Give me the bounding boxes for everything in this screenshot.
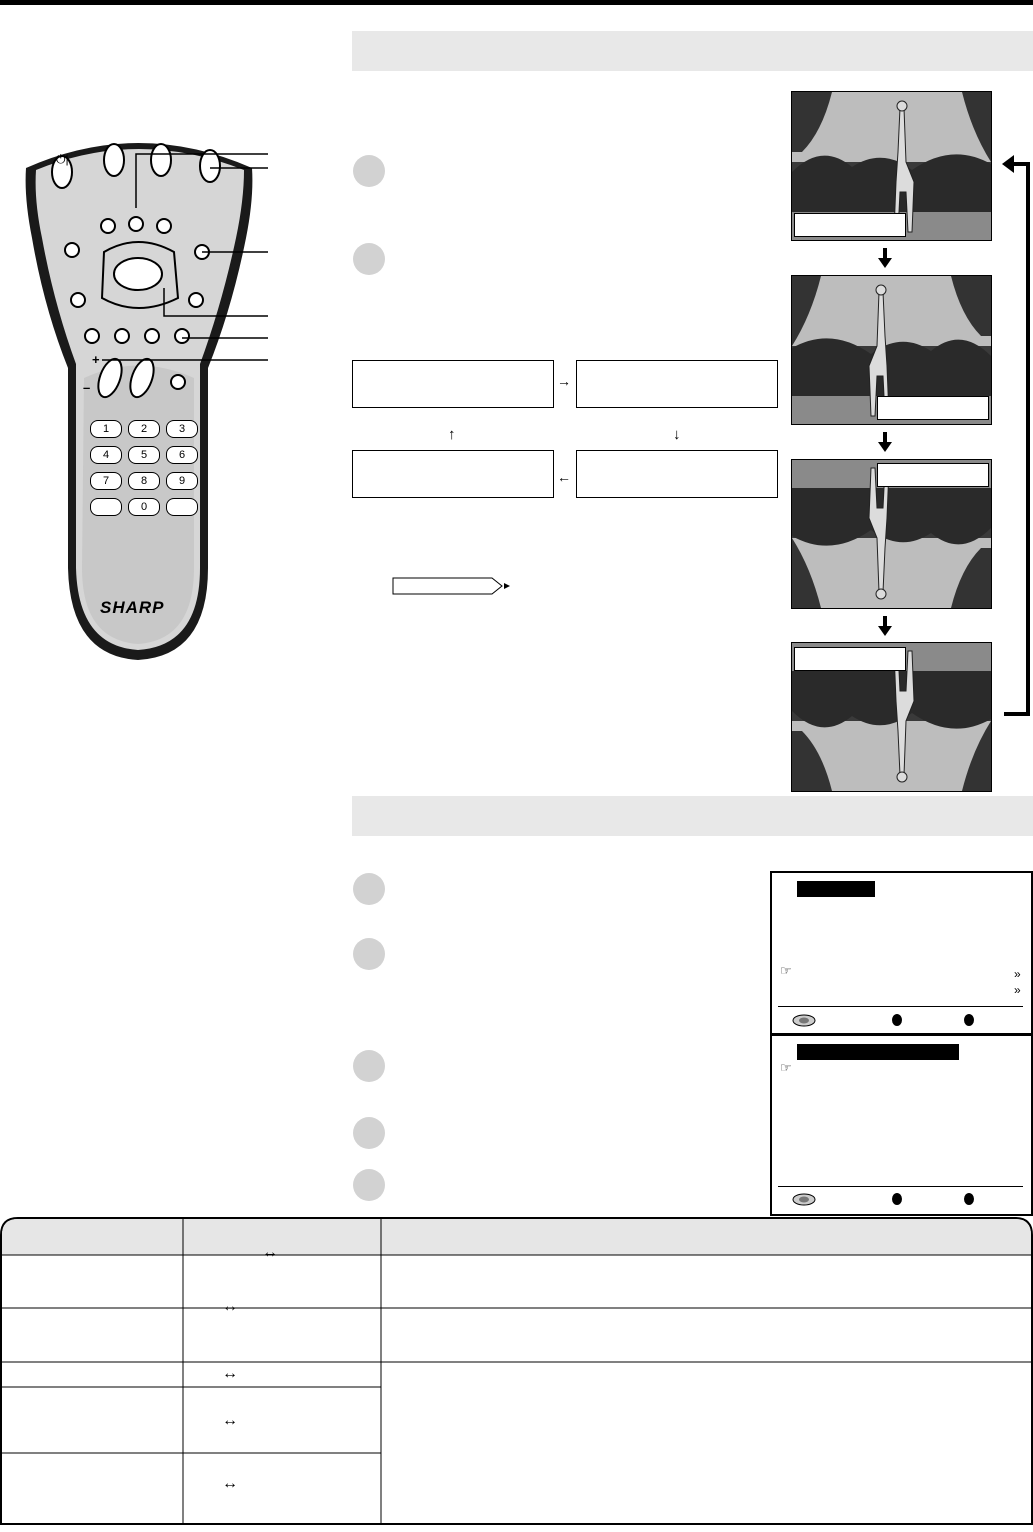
section-header-band [352,31,1033,71]
top-rule [0,0,1033,5]
power-symbol: ⏻| [56,152,69,166]
number-key-6[interactable]: 6 [166,446,198,464]
footer-button-icon [892,1193,902,1205]
number-key-1[interactable]: 1 [90,420,122,438]
footer-button-icon [892,1014,902,1026]
table-row-arrow: ↔ [222,1475,238,1492]
hand-pointer-icon: ☞ [780,1060,792,1075]
cursor-pad-icon [792,1193,816,1211]
step-circle-5 [353,1169,385,1201]
photo-caption-box-3 [877,463,989,487]
flow-arrow-left: ← [557,469,571,485]
down-arrow-3 [878,616,892,641]
menu-screen-main [770,871,1033,1035]
footer-button-icon [964,1193,974,1205]
step-circle-2 [353,243,385,275]
flow-box-bottom-left [352,450,554,498]
reference-tag [392,576,514,601]
remote-control [18,128,278,668]
menu-title-bar [797,1044,959,1060]
flow-arrow-right: → [557,373,571,389]
number-key-0[interactable]: 0 [128,498,160,516]
flow-arrow-up: ↑ [448,426,456,443]
plus-label: + [92,352,100,367]
flow-box-top-right [576,360,778,408]
menu-screen-sub [770,1034,1033,1216]
down-arrow-2 [878,432,892,457]
number-keypad [90,420,190,516]
function-key[interactable] [90,498,122,516]
flow-arrow-down: ↓ [673,426,681,443]
photo-caption-box-2 [877,396,989,420]
menu-footer-divider [778,1006,1023,1007]
number-key-3[interactable]: 3 [166,420,198,438]
photo-caption-box-1 [794,213,906,237]
step-circle-2 [353,938,385,970]
step-circle-1 [353,873,385,905]
step-circle-1 [353,155,385,187]
table-row-arrow: ↔ [222,1412,238,1429]
step-circle-4 [353,1117,385,1149]
cycle-loop-arrow [1000,150,1033,725]
table-row-arrow: ↔ [222,1365,238,1382]
minus-label: – [83,380,91,395]
menu-title-bar [797,881,875,897]
down-arrow-1 [878,248,892,273]
photo-caption-box-4 [794,647,906,671]
step-circle-3 [353,1050,385,1082]
number-key-7[interactable]: 7 [90,472,122,490]
submenu-arrow-2: » [1014,983,1021,997]
settings-table [0,1217,1033,1527]
hand-pointer-icon: ☞ [780,963,792,978]
flow-box-bottom-right [576,450,778,498]
number-key-8[interactable]: 8 [128,472,160,490]
section-header-band [352,796,1033,836]
number-key-2[interactable]: 2 [128,420,160,438]
brand-logo: SHARP [100,598,165,617]
function-key[interactable] [166,498,198,516]
footer-button-icon [964,1014,974,1026]
table-row-arrow: ↔ [222,1298,238,1315]
number-key-9[interactable]: 9 [166,472,198,490]
cursor-pad-icon [792,1014,816,1032]
table-row-arrow: ↔ [262,1244,278,1261]
submenu-arrow-1: » [1014,967,1021,981]
number-key-4[interactable]: 4 [90,446,122,464]
number-key-5[interactable]: 5 [128,446,160,464]
menu-footer-divider [778,1186,1023,1187]
flow-box-top-left [352,360,554,408]
